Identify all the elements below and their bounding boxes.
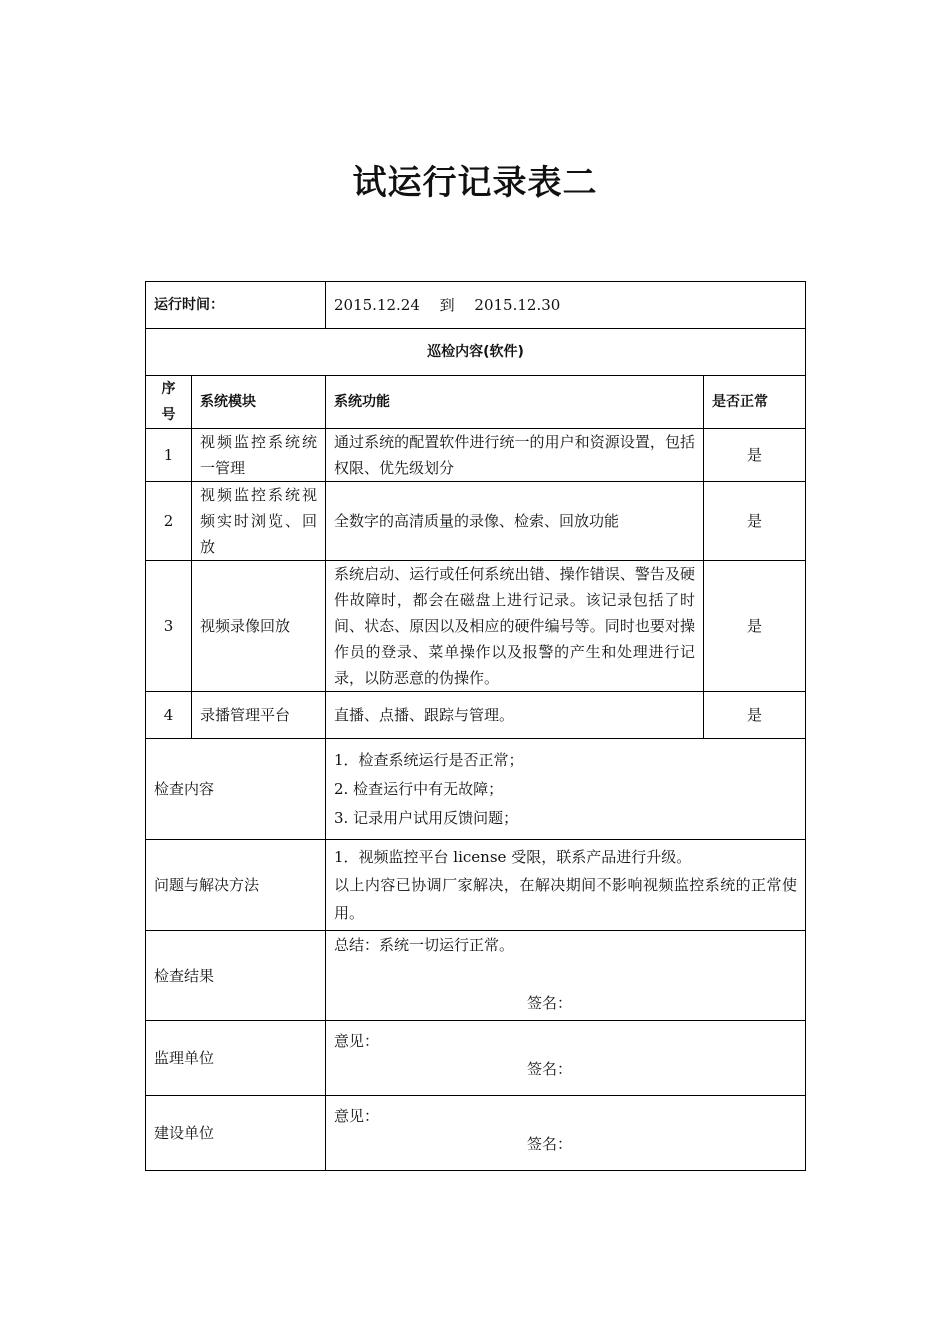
check-result-summary: 总结：系统一切运行正常。 xyxy=(334,936,515,954)
owner-label: 建设单位 xyxy=(146,1096,326,1171)
run-time-label: 运行时间： xyxy=(146,282,326,329)
table-row xyxy=(146,561,806,692)
check-result-row xyxy=(146,931,806,1021)
row-function: 直播、点播、跟踪与管理。 xyxy=(326,692,704,739)
check-content-item: 1．检查系统运行是否正常； xyxy=(334,750,524,769)
row-seq: 1 xyxy=(146,429,192,482)
run-time-value: 2015.12.24 到 2015.12.30 xyxy=(326,282,806,329)
opinion-label: 意见： xyxy=(334,1107,380,1125)
supervisor-content xyxy=(326,1021,806,1096)
issues-row xyxy=(146,840,806,931)
row-normal: 是 xyxy=(704,429,806,482)
row-seq: 2 xyxy=(146,482,192,561)
check-result-label: 检查结果 xyxy=(146,931,326,1021)
signature-label: 签名： xyxy=(527,1060,573,1078)
column-header-module: 系统模块 xyxy=(192,376,326,429)
owner-content xyxy=(326,1096,806,1171)
column-header-seq: 序号 xyxy=(146,376,192,429)
row-module: 录播管理平台 xyxy=(192,692,326,739)
owner-row xyxy=(146,1096,806,1171)
row-seq: 3 xyxy=(146,561,192,692)
column-header-normal: 是否正常 xyxy=(704,376,806,429)
check-content-list xyxy=(326,739,806,840)
row-module: 视频监控系统统一管理 xyxy=(192,429,326,482)
column-header-row xyxy=(146,376,806,429)
check-result-content xyxy=(326,931,806,1021)
row-normal: 是 xyxy=(704,692,806,739)
section-header-row xyxy=(146,329,806,376)
column-header-function: 系统功能 xyxy=(326,376,704,429)
row-function: 全数字的高清质量的录像、检索、回放功能 xyxy=(326,482,704,561)
check-content-item: 3. 记录用户试用反馈问题； xyxy=(334,808,519,827)
row-seq: 4 xyxy=(146,692,192,739)
table-row xyxy=(146,429,806,482)
row-normal: 是 xyxy=(704,561,806,692)
row-module: 视频监控系统视频实时浏览、回放 xyxy=(192,482,326,561)
issues-content xyxy=(326,840,806,931)
opinion-label: 意见： xyxy=(334,1032,380,1050)
check-content-label: 检查内容 xyxy=(146,739,326,840)
row-normal: 是 xyxy=(704,482,806,561)
table-row xyxy=(146,692,806,739)
check-content-row xyxy=(146,739,806,840)
table-row xyxy=(146,482,806,561)
row-function: 系统启动、运行或任何系统出错、操作错误、警告及硬件故障时，都会在磁盘上进行记录。该记录包括了时间、状态、原因以及相应的硬件编号等。同时也要对操作员的登录、菜单操作以及报警的产生和处理进行记录，以防恶意的伪操作。 xyxy=(326,561,704,692)
signature-label: 签名： xyxy=(527,1135,573,1153)
supervisor-label: 监理单位 xyxy=(146,1021,326,1096)
issues-label: 问题与解决方法 xyxy=(146,840,326,931)
issue-line: 1．视频监控平台 license 受限，联系产品进行升级。 xyxy=(334,848,692,866)
page-title: 试运行记录表二 xyxy=(352,163,598,203)
signature-label: 签名： xyxy=(527,994,573,1012)
row-function: 通过系统的配置软件进行统一的用户和资源设置，包括权限、优先级划分 xyxy=(326,429,704,482)
check-content-item: 2. 检查运行中有无故障； xyxy=(334,779,504,798)
issue-line: 以上内容已协调厂家解决，在解决期间不影响视频监控系统的正常使用。 xyxy=(334,876,797,922)
trial-run-record-table xyxy=(145,281,806,1171)
supervisor-row xyxy=(146,1021,806,1096)
section-header: 巡检内容(软件) xyxy=(146,329,806,376)
run-time-row xyxy=(146,282,806,329)
row-module: 视频录像回放 xyxy=(192,561,326,692)
